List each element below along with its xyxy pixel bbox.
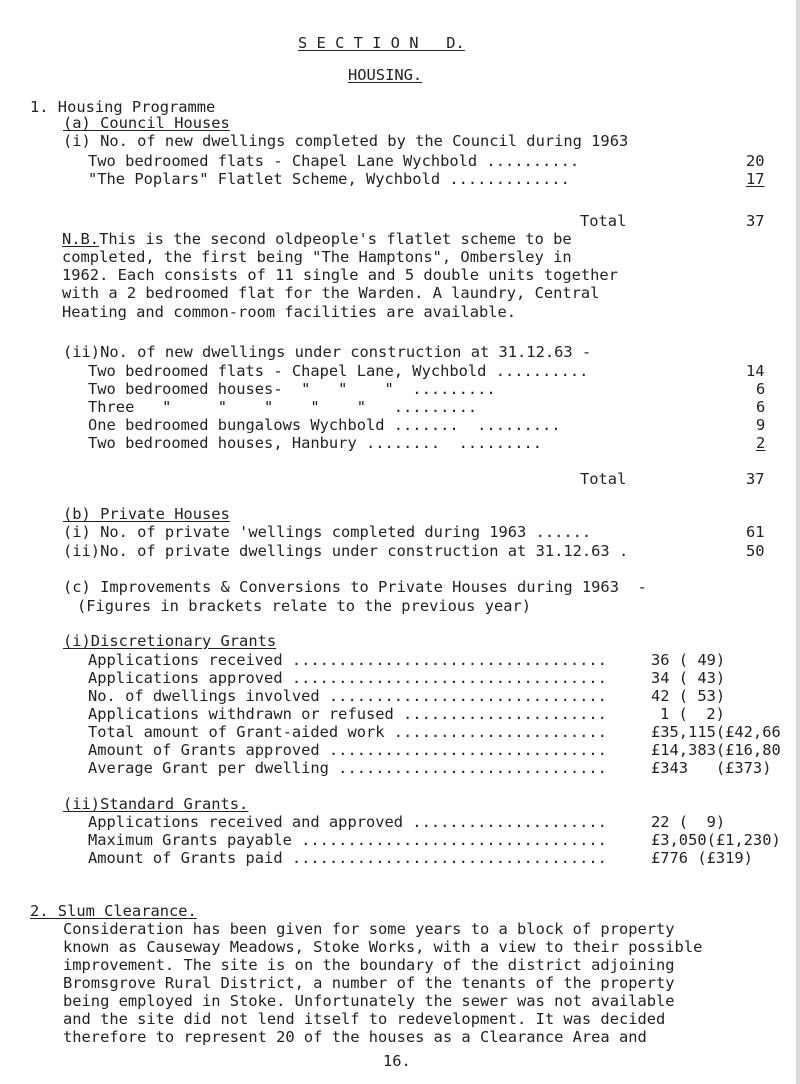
standard-row-value: £3,050(£1,230)	[651, 831, 781, 849]
completed-total-value: 37	[746, 212, 765, 230]
construction-row-value: 6	[756, 398, 766, 416]
housing-programme-title: 1. Housing Programme	[30, 98, 216, 116]
completed-intro: (i) No. of new dwellings completed by the Council during 1963	[63, 132, 629, 150]
discretionary-row-text: Average Grant per dwelling .............................	[88, 759, 607, 777]
standard-row-text: Applications received and approved .....................	[88, 813, 607, 831]
slum-clearance-line: improvement. The site is on the boundary of the district adjoining	[63, 956, 675, 974]
page-number: 16.	[383, 1052, 411, 1070]
completed-row-text: Two bedroomed flats - Chapel Lane Wychbold ..........	[88, 152, 580, 170]
private-houses-label: (b) Private Houses	[63, 505, 230, 523]
private-row-text: (i) No. of private 'wellings completed during 1963 ......	[63, 523, 592, 541]
construction-row-value: 2	[756, 434, 766, 452]
discretionary-row-text: Applications withdrawn or refused ......................	[88, 705, 607, 723]
private-row-value: 50	[746, 542, 765, 560]
construction-row-value: 9	[756, 416, 766, 434]
improvements-note: (Figures in brackets relate to the previous year)	[77, 597, 532, 615]
standard-row-text: Amount of Grants paid ..................................	[88, 849, 607, 867]
discretionary-row-text: No. of dwellings involved ..............................	[88, 687, 607, 705]
completed-row-value: 17	[746, 170, 765, 188]
discretionary-row-value: 1 ( 2)	[660, 705, 725, 723]
note-line: 1962. Each consists of 11 single and 5 double units together	[62, 266, 618, 284]
note-line: Heating and common-room facilities are available.	[62, 303, 517, 321]
page-heading: HOUSING.	[348, 66, 423, 84]
standard-row-value: 22 ( 9)	[651, 813, 726, 831]
slum-clearance-line: being employed in Stoke. Unfortunately the sewer was not available	[63, 992, 675, 1010]
completed-total-label: Total	[580, 212, 627, 230]
section-title: S E C T I O N D.	[298, 34, 465, 52]
discretionary-row-text: Applications received ..................................	[88, 651, 607, 669]
construction-intro: (ii)No. of new dwellings under construction at 31.12.63 -	[63, 343, 592, 361]
discretionary-label: (i)Discretionary Grants	[63, 632, 277, 650]
construction-row-text: Three " " " " " .........	[88, 398, 478, 416]
private-row-text: (ii)No. of private dwellings under construction at 31.12.63 .	[63, 542, 629, 560]
discretionary-row-value: 36 ( 49)	[651, 651, 726, 669]
note-prefix: N.B.	[62, 230, 100, 248]
private-row-value: 61	[746, 523, 765, 541]
discretionary-row-value: 42 ( 53)	[651, 687, 726, 705]
slum-clearance-line: Consideration has been given for some years to a block of property	[63, 920, 675, 938]
slum-clearance-line: known as Causeway Meadows, Stoke Works, with a view to their possible	[63, 938, 703, 956]
construction-row-text: Two bedroomed flats - Chapel Lane, Wychbold ..........	[88, 362, 589, 380]
slum-clearance-line: and the site did not lend itself to redevelopment. It was decided	[63, 1010, 666, 1028]
slum-clearance-line: therefore to represent 20 of the houses as a Clearance Area and	[63, 1028, 647, 1046]
discretionary-row-text: Amount of Grants approved ..............................	[88, 741, 607, 759]
slum-clearance-line: Bromsgrove Rural District, a number of the tenants of the property	[63, 974, 675, 992]
discretionary-row-value: £14,383(£16,80	[651, 741, 781, 759]
note-line: with a 2 bedroomed flat for the Warden. A laundry, Central	[62, 284, 600, 302]
discretionary-row-text: Total amount of Grant-aided work .......................	[88, 723, 607, 741]
discretionary-row-value: £35,115(£42,66	[651, 723, 781, 741]
slum-clearance-title: 2. Slum Clearance.	[30, 902, 197, 920]
discretionary-row-text: Applications approved ..................................	[88, 669, 607, 687]
discretionary-row-value: 34 ( 43)	[651, 669, 726, 687]
construction-row-value: 14	[746, 362, 765, 380]
note-line: N.B.This is the second oldpeople's flatlet scheme to be	[62, 230, 572, 248]
council-houses-label: (a) Council Houses	[63, 114, 230, 132]
construction-row-text: Two bedroomed houses- " " " .........	[88, 380, 496, 398]
completed-row-value: 20	[746, 152, 765, 170]
construction-total-value: 37	[746, 470, 765, 488]
construction-total-label: Total	[580, 470, 627, 488]
construction-row-value: 6	[756, 380, 766, 398]
standard-label: (ii)Standard Grants.	[63, 795, 249, 813]
construction-row-text: One bedroomed bungalows Wychbold ....... .........	[88, 416, 561, 434]
construction-row-text: Two bedroomed houses, Hanbury ........ .........	[88, 434, 543, 452]
completed-row-text: "The Poplars" Flatlet Scheme, Wychbold .............	[88, 170, 570, 188]
improvements-line: (c) Improvements & Conversions to Private Houses during 1963 -	[63, 578, 647, 596]
standard-row-text: Maximum Grants payable .................................	[88, 831, 607, 849]
discretionary-row-value: £343 (£373)	[651, 759, 772, 777]
standard-row-value: £776 (£319)	[651, 849, 753, 867]
page-edge-shadow	[796, 0, 800, 1084]
note-line: completed, the first being "The Hamptons", Ombersley in	[62, 248, 572, 266]
